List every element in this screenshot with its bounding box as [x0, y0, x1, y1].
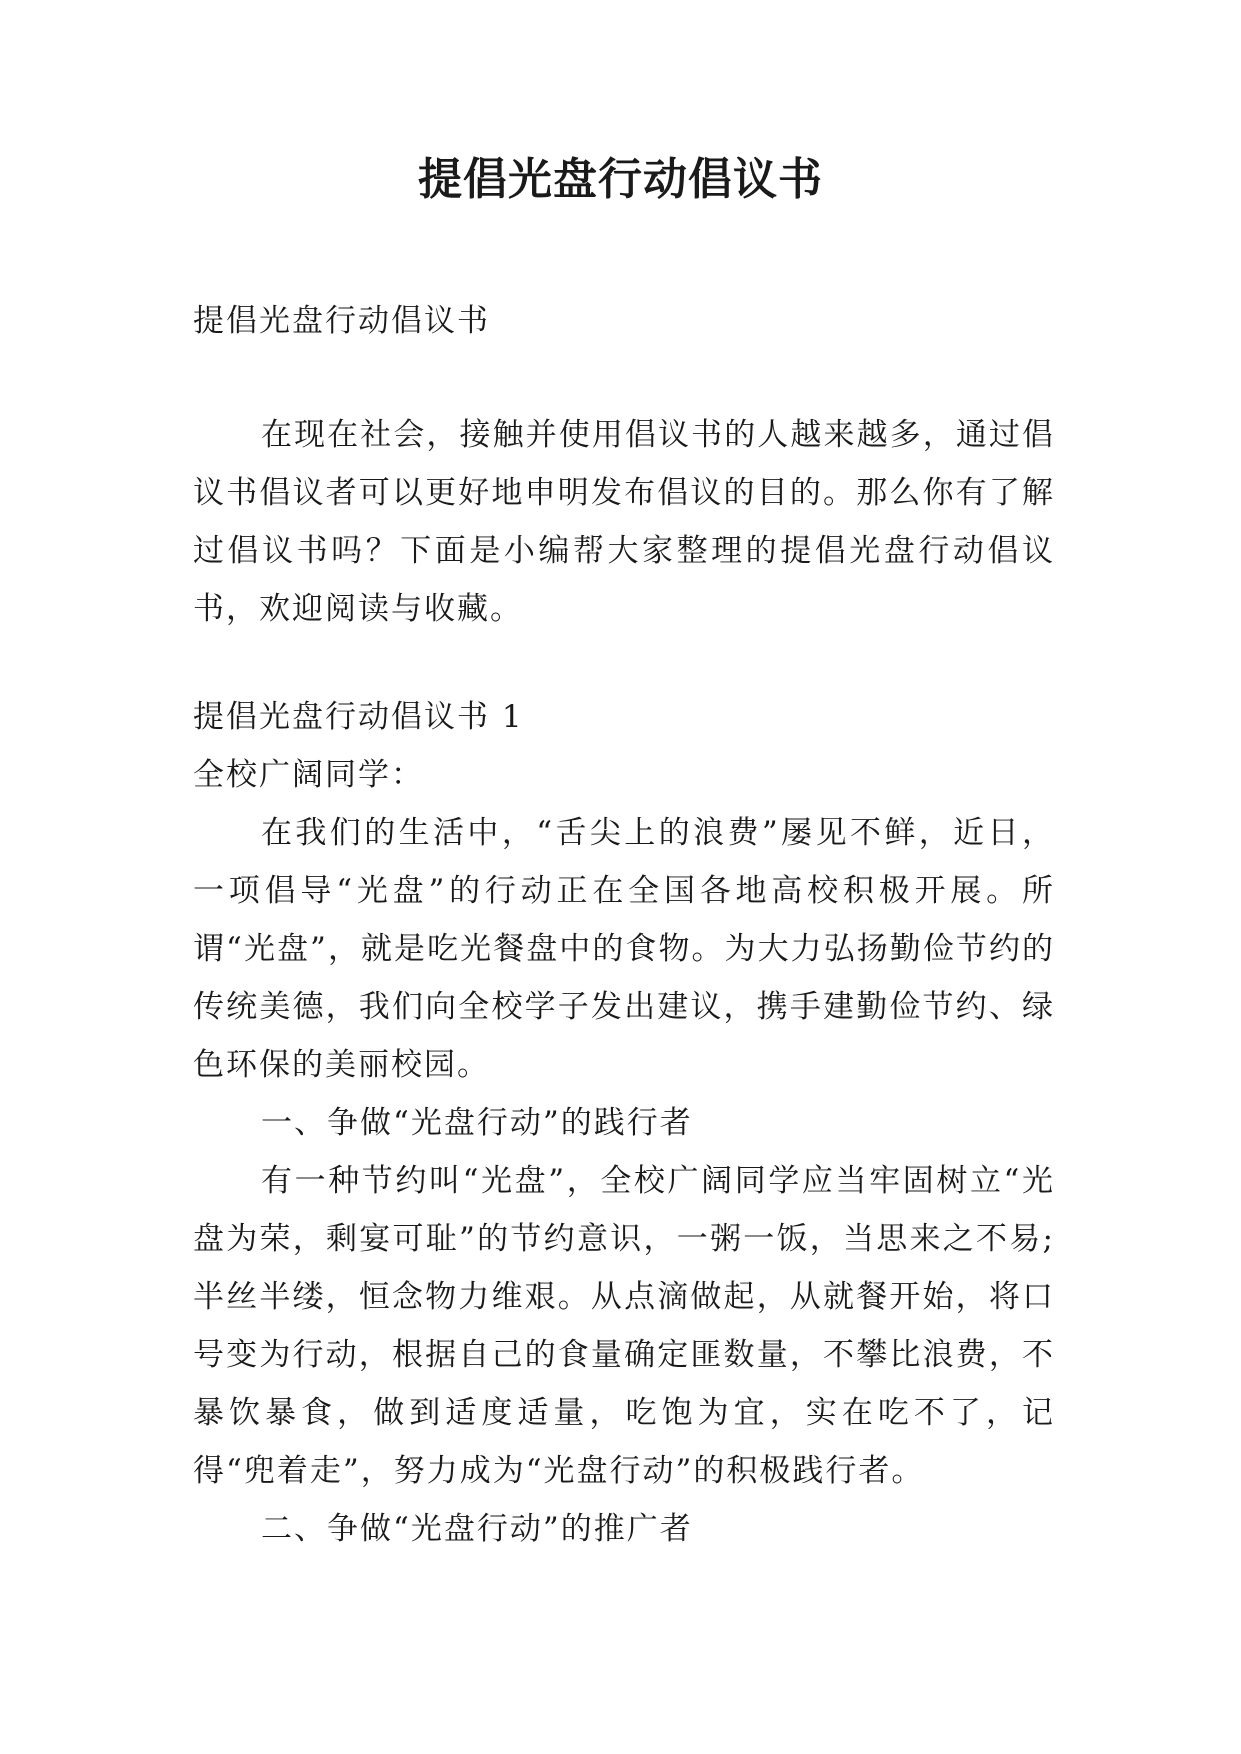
point-1-heading: 一、争做“光盘行动”的践行者 [261, 1105, 693, 1141]
document-subtitle: 提倡光盘行动倡议书 [193, 303, 490, 339]
document-body [193, 292, 1055, 1558]
point-2-heading: 二、争做“光盘行动”的推广者 [261, 1511, 693, 1547]
intro-paragraph: 在现在社会，接触并使用倡议书的人越来越多，通过倡议书倡议者可以更好地申明发布倡议的目的。那么你有了解过倡议书吗？下面是小编帮大家整理的提倡光盘行动倡议书，欢迎阅读与收藏。 [193, 417, 1055, 627]
body-paragraph-1: 在我们的生活中，“舌尖上的浪费”屡见不鲜，近日，一项倡导“光盘”的行动正在全国各地高校积极开展。所谓“光盘”，就是吃光餐盘中的食物。为大力弘扬勤俭节约的传统美德，我们向全校学子发出建议，携手建勤俭节约、绿色环保的美丽校园。 [193, 815, 1055, 1083]
section-heading: 提倡光盘行动倡议书 1 [193, 699, 524, 735]
point-1-body: 有一种节约叫“光盘”，全校广阔同学应当牢固树立“光盘为荣，剩宴可耻”的节约意识，一粥一饭，当思来之不易;半丝半缕，恒念物力维艰。从点滴做起，从就餐开始，将口号变为行动，根据自己的食量确定匪数量，不攀比浪费，不暴饮暴食，做到适度适量，吃饱为宜，实在吃不了，记得“兜着走”，努力成为“光盘行动”的积极践行者。 [193, 1163, 1055, 1489]
salutation: 全校广阔同学： [193, 757, 424, 793]
document-title: 提倡光盘行动倡议书 [418, 154, 823, 205]
